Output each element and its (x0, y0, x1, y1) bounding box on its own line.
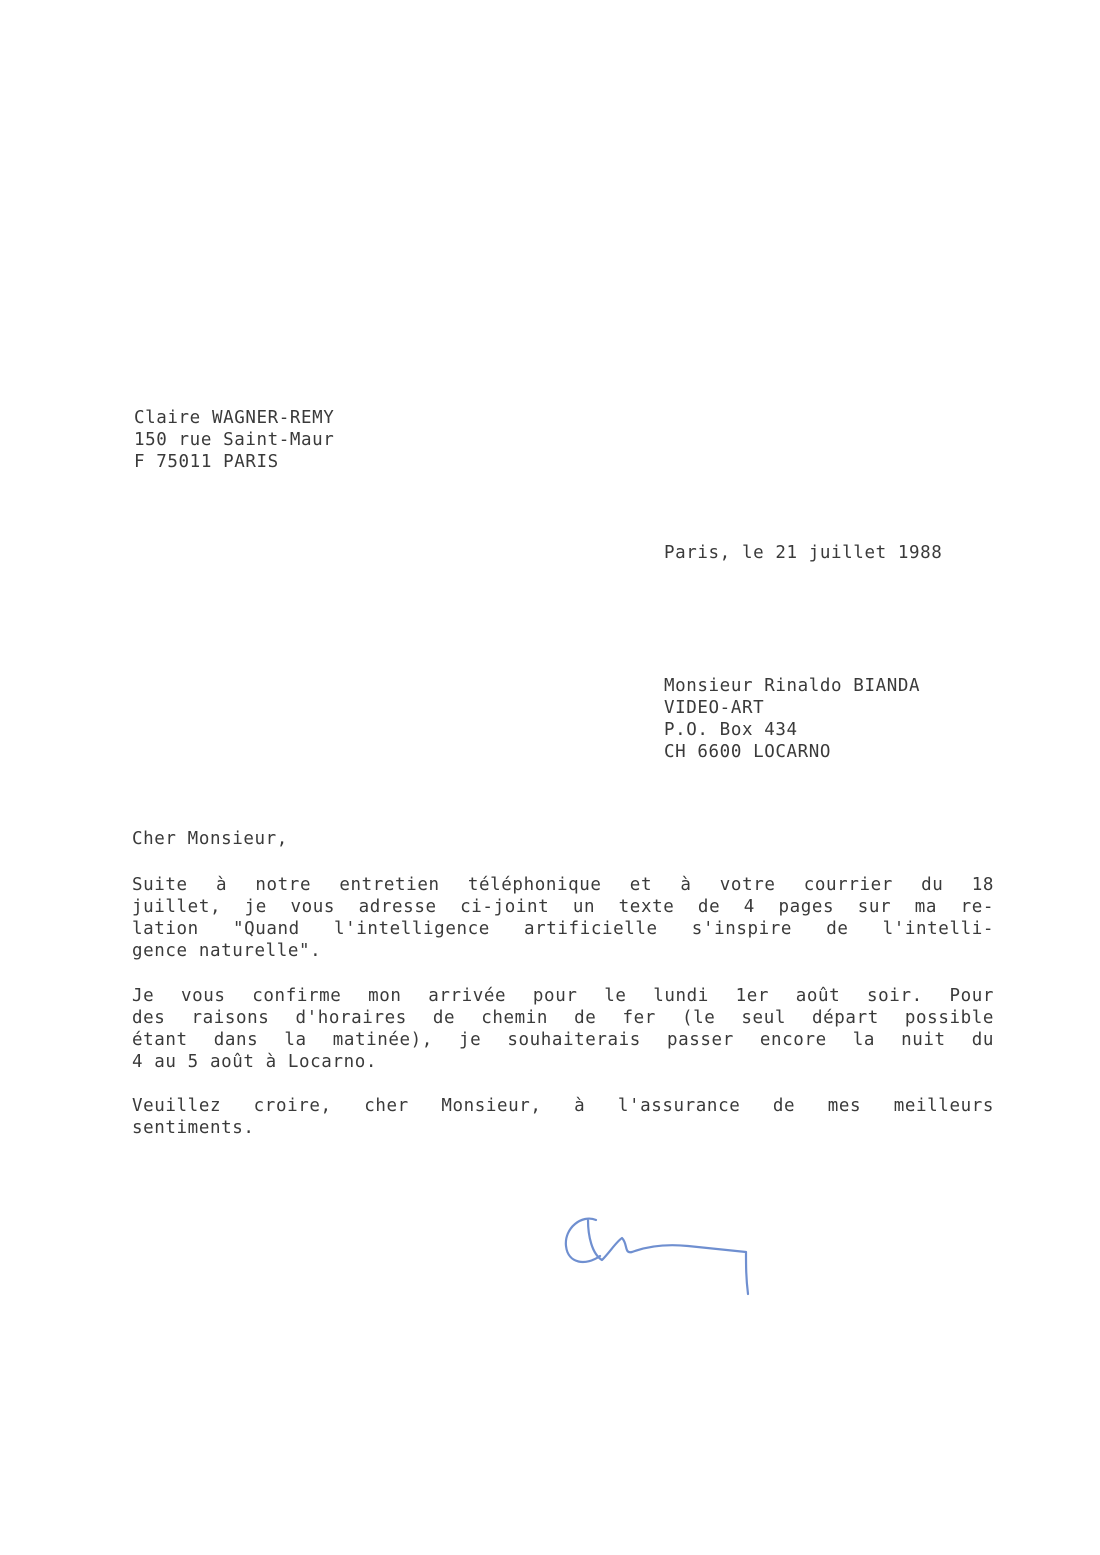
paragraph-line: Suite à notre entretien téléphonique et à votre courrier du 18 (132, 875, 994, 895)
paragraph-line: 4 au 5 août à Locarno. (132, 1052, 377, 1072)
salutation-text: Cher Monsieur, (132, 829, 288, 849)
date-line: Paris, le 21 juillet 1988 (664, 543, 943, 563)
salutation (132, 828, 288, 850)
body-paragraph (132, 874, 994, 962)
sender-name: Claire WAGNER-REMY (134, 408, 335, 428)
sender-city: F 75011 PARIS (134, 452, 279, 472)
paragraph-line: des raisons d'horaires de chemin de fer (le seul départ possible (132, 1008, 994, 1028)
paragraph-line: Veuillez croire, cher Monsieur, à l'assurance de mes meilleurs (132, 1096, 994, 1116)
paragraph-line: lation "Quand l'intelligence artificielle s'inspire de l'intelli- (132, 919, 994, 939)
handwritten-signature (558, 1208, 768, 1308)
body-paragraph (132, 985, 994, 1073)
recipient-name: Monsieur Rinaldo BIANDA (664, 676, 921, 696)
letter-date (664, 542, 942, 564)
sender-address (134, 407, 334, 473)
paragraph-line: gence naturelle". (132, 941, 322, 961)
signature-stroke (566, 1219, 748, 1294)
recipient-address (664, 675, 920, 763)
recipient-org: VIDEO-ART (664, 698, 765, 718)
paragraph-line: juillet, je vous adresse ci-joint un texte de 4 pages sur ma re- (132, 897, 994, 917)
paragraph-line: sentiments. (132, 1118, 255, 1138)
paragraph-line: Je vous confirme mon arrivée pour le lundi 1er août soir. Pour (132, 986, 994, 1006)
paragraph-line: étant dans la matinée), je souhaiterais passer encore la nuit du (132, 1030, 994, 1050)
recipient-box: P.O. Box 434 (664, 720, 798, 740)
closing-paragraph (132, 1095, 994, 1139)
recipient-city: CH 6600 LOCARNO (664, 742, 832, 762)
sender-street: 150 rue Saint-Maur (134, 430, 335, 450)
